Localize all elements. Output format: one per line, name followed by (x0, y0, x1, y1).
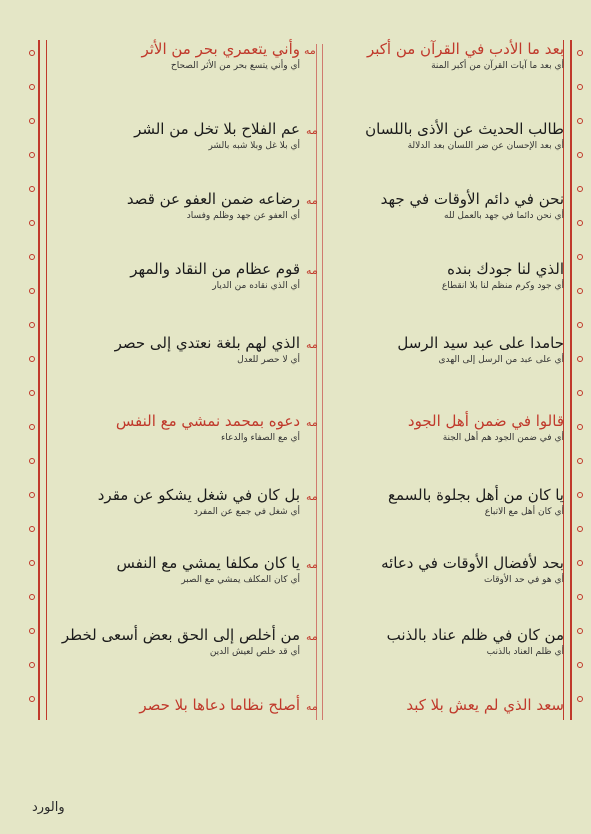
verse-left-gloss: أي قد خلص لعيش الدين (209, 647, 300, 657)
verse-right-gloss: أي على عبد من الرسل إلى الهدى (438, 355, 564, 365)
verse-left-cell (50, 258, 300, 322)
verse-row-red (46, 410, 571, 480)
verse-left-cell (50, 484, 300, 548)
verse-left-cell (50, 410, 300, 480)
verse-left-gloss: أي شغل في جمع عن المفرد (193, 507, 300, 517)
title-left-verse: وأني يتعمري بحر من الأثر (141, 40, 300, 58)
verse-left: بل كان في شغل يشكو عن مقرد (97, 486, 300, 504)
verse-row (46, 624, 571, 688)
verse-marker: مه (306, 264, 318, 277)
folio-catchword: والورد (32, 800, 65, 815)
closing-left-cell (50, 694, 300, 724)
verse-marker: مه (306, 490, 318, 503)
verse-marker: مه (306, 558, 318, 571)
verse-row (46, 332, 571, 396)
verse-left-gloss: أي الذي نقاده من الديار (212, 281, 300, 291)
verse-left: يا كان مكلفا يمشي مع النفس (116, 554, 300, 572)
verse-right-gloss: أي بعد الإحسان عن ضر اللسان بعد الدلالة (407, 141, 564, 151)
verse-right-gloss: أي جود وكرم منظم لنا بلا انقطاع (441, 281, 564, 291)
verse-right-cell (324, 624, 564, 688)
verse-row (46, 188, 571, 252)
verse-left: دعوه بمحمد نمشي مع النفس (115, 412, 300, 430)
verse-left-cell (50, 188, 300, 252)
verse-left-gloss: أي العفو عن جهد وظلم وفساد (186, 211, 300, 221)
verse-row (46, 484, 571, 548)
verse-left: رضاعه ضمن العفو عن قصد (126, 190, 300, 208)
left-dot-border (27, 40, 37, 730)
verse-left-gloss: أي مع الصفاء والدعاء (221, 433, 300, 443)
title-right-cell (324, 38, 564, 88)
verse-left: من أخلص إلى الحق بعض أسعى لخطر (61, 626, 300, 644)
verse-right-gloss: أي نحن دائما في جهد بالعمل لله (444, 211, 564, 221)
title-left-gloss: أي وأني يتسع بحر من الأثر الصحاح (170, 61, 300, 71)
verse-left: قوم عظام من النقاد والمهر (130, 260, 300, 278)
closing-line (46, 694, 571, 724)
verse-right-cell (324, 410, 564, 480)
verse-right-cell (324, 552, 564, 616)
title-right-gloss: أي بعد ما آيات القرآن من أكبر المنة (431, 61, 564, 71)
verse-left-cell (50, 552, 300, 616)
verse-left-cell (50, 332, 300, 396)
closing-left-verse: أصلح نظاما دعاها بلا حصر (139, 696, 300, 714)
verse-marker: مه (306, 630, 318, 643)
verse-right-cell (324, 258, 564, 322)
closing-right-cell (324, 694, 564, 724)
verse-left-gloss: أي لا حصر للعدل (237, 355, 300, 365)
verse-left: عم الفلاح بلا تخل من الشر (134, 120, 300, 138)
verse-right: من كان في ظلم عناد بالذنب (386, 626, 564, 644)
verse-marker: مه (306, 338, 318, 351)
verse-left-cell (50, 118, 300, 182)
verse-left-cell (50, 624, 300, 688)
title-line (46, 38, 571, 88)
title-right-verse: بعد ما الأدب في القرآن من أكبر (366, 40, 564, 58)
verse-right-cell (324, 484, 564, 548)
verse-right: قالوا في ضمن أهل الجود (407, 412, 564, 430)
verse-right-cell (324, 332, 564, 396)
verse-right: حامدا على عبد سيد الرسل (397, 334, 564, 352)
verse-right: طالب الحديث عن الأذى باللسان (365, 120, 564, 138)
verse-left: الذي لهم بلغة نعتدي إلى حصر (114, 334, 300, 352)
verse-row (46, 118, 571, 182)
verse-left-gloss: أي كان المكلف يمشي مع الصبر (181, 575, 300, 585)
verse-marker: مه (304, 44, 316, 57)
verse-marker: مه (306, 194, 318, 207)
verse-right-cell (324, 188, 564, 252)
verse-right-gloss: أي ظلم العناد بالذنب (486, 647, 564, 657)
right-dot-border (575, 40, 585, 730)
verse-row (46, 258, 571, 322)
verse-right-cell (324, 118, 564, 182)
verse-right-gloss: أي هو في حد الأوقات (484, 575, 564, 585)
verse-right-gloss: أي في ضمن الجود هم أهل الجنة (442, 433, 564, 443)
verse-right: يا كان من أهل بجلوة بالسمع (388, 486, 564, 504)
verse-left-gloss: أي بلا غل وبلا شبه بالشر (208, 141, 300, 151)
title-left-cell (50, 38, 300, 88)
frame-left-outer (38, 40, 40, 720)
verse-marker: مه (306, 416, 318, 429)
verse-right: الذي لنا جودك بنده (447, 260, 564, 278)
closing-right-verse: سعد الذي لم يعش بلا كبد (406, 696, 564, 714)
verse-right: بحد لأفضال الأوقات في دعائه (381, 554, 564, 572)
verse-marker: مه (306, 700, 318, 713)
verse-right: نحن في دائم الأوقات في جهد (380, 190, 564, 208)
verse-row (46, 552, 571, 616)
verse-marker: مه (306, 124, 318, 137)
verse-right-gloss: أي كان أهل مع الاتباع (484, 507, 564, 517)
